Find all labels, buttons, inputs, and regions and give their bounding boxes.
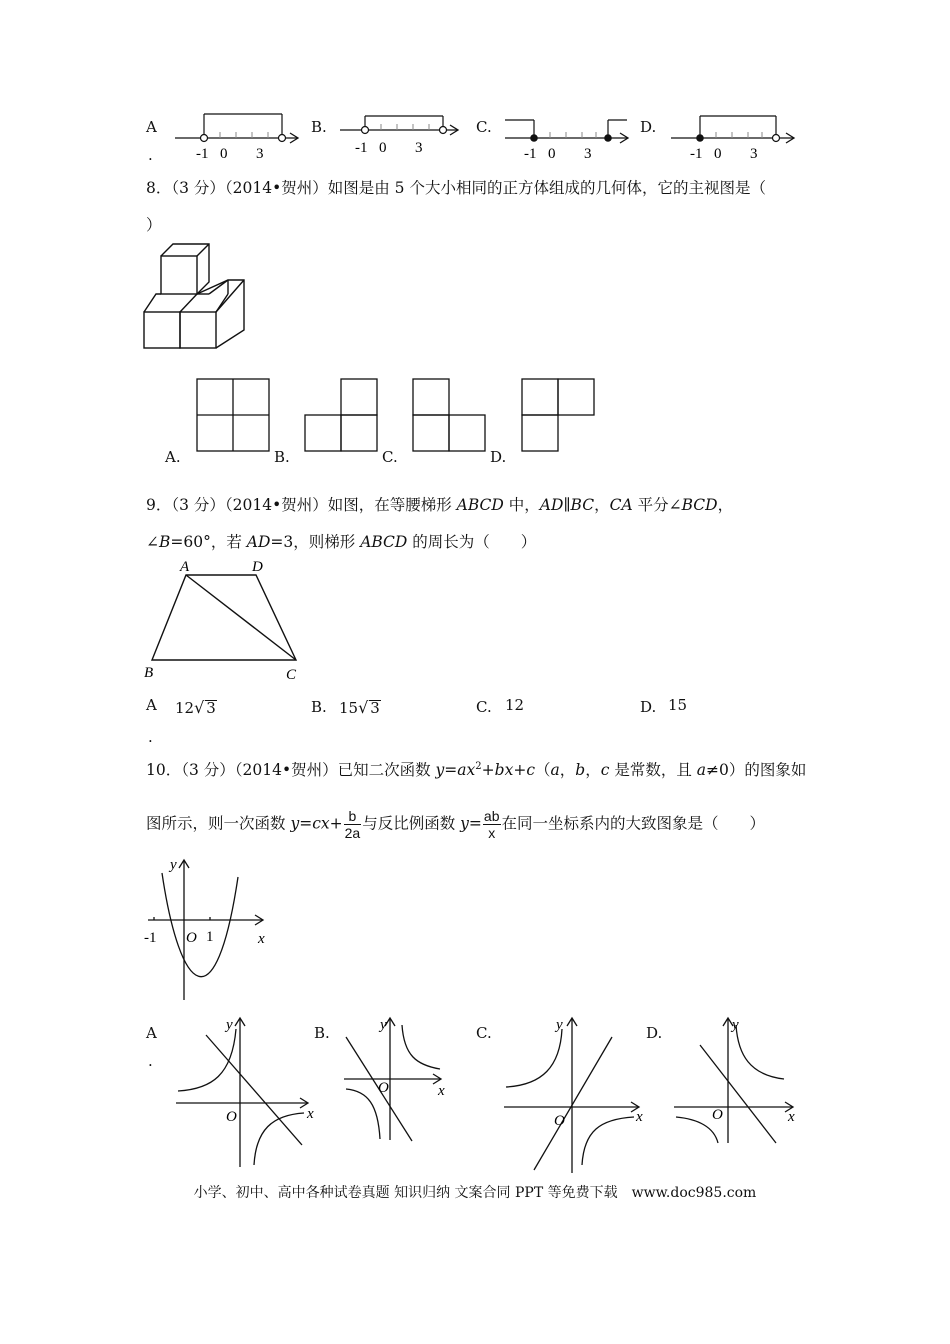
tick-label: 0: [548, 146, 556, 162]
tick-label: -1: [196, 146, 209, 162]
q8-stem-line1: 8．（3 分）（2014•贺州）如图是由 5 个大小相同的正方体组成的几何体，它的主视图是（: [146, 179, 766, 197]
vertex-label: C: [286, 667, 297, 683]
origin-label: O: [554, 1113, 565, 1129]
q9-stem-line1: 9．（3 分）（2014•贺州）如图，在等腰梯形 ABCD 中，AD∥BC，CA 平分∠BCD，: [146, 496, 734, 514]
axis-label: x: [307, 1106, 314, 1122]
axis-label: x: [788, 1109, 795, 1125]
tick-label: 1: [206, 929, 214, 945]
option-letter: C.: [476, 698, 492, 716]
axis-label: y: [732, 1017, 739, 1033]
number-line-c: [500, 108, 635, 164]
q10-stem-line1: 10．（3 分）（2014•贺州）已知二次函数 $y=ax^2+bx+c(a$，b，c 是常数，且 a≠0）的图象如: [146, 760, 807, 779]
q8-option-d-view: [521, 378, 597, 454]
vertex-label: A: [180, 559, 190, 575]
origin-label: O: [226, 1109, 237, 1125]
axis-label: y: [226, 1017, 233, 1033]
option-value: 12: [505, 696, 525, 714]
q10-parabola-graph: [140, 855, 275, 1005]
q8-option-b-view: [304, 378, 380, 454]
option-letter: D.: [640, 698, 657, 716]
page-footer: 小学、初中、高中各种试卷真题 知识归纳 文案合同 PPT 等免费下载 www.doc985.com: [193, 1185, 757, 1201]
fraction: $\frac{b}{2a}$: [344, 808, 361, 841]
option-letter: D.: [490, 448, 507, 466]
tick-label: 3: [415, 140, 423, 156]
axis-label: y: [556, 1017, 563, 1033]
fraction: $\frac{ab}{x}$: [483, 808, 500, 841]
tick-label: 3: [750, 146, 758, 162]
axis-label: x: [438, 1083, 445, 1099]
q10-option-c-graph: [500, 1015, 650, 1175]
origin-label: O: [378, 1080, 389, 1096]
q8-option-c-view: [412, 378, 488, 454]
option-letter: A: [146, 1024, 157, 1042]
axis-label: x: [636, 1109, 643, 1125]
origin-label: O: [712, 1107, 723, 1123]
number-line-b: [335, 108, 465, 164]
vertex-label: B: [144, 665, 154, 681]
q10-stem-line2: 图所示，则一次函数 y=cx+ $\frac{b}{2a}$ 与反比例函数 y= $\frac{ab}{x}$ 在同一坐标系内的大致图象是（ ）: [146, 808, 766, 841]
origin-label: O: [186, 930, 197, 946]
option-letter: C.: [476, 1024, 492, 1042]
option-letter: D.: [646, 1024, 663, 1042]
q8-cube-figure: [140, 240, 250, 350]
q9-stem-line2: ∠B=60°，若 AD=3，则梯形 ABCD 的周长为（ ）: [146, 533, 537, 551]
number-line-a: [170, 108, 305, 164]
option-dot: .: [148, 728, 153, 746]
tick-label: 0: [379, 140, 387, 156]
tick-label: 0: [714, 146, 722, 162]
axis-label: y: [380, 1017, 387, 1033]
option-letter: A: [146, 118, 157, 136]
option-letter: B.: [311, 118, 327, 136]
option-value: 15: [668, 696, 688, 714]
option-letter: A: [146, 696, 157, 714]
tick-label: -1: [524, 146, 537, 162]
option-dot: .: [148, 146, 153, 164]
tick-label: 3: [584, 146, 592, 162]
vertex-label: D: [252, 559, 263, 575]
option-letter: C.: [476, 118, 492, 136]
axis-label: x: [258, 931, 265, 947]
q9-trapezoid-figure: [140, 555, 310, 685]
option-letter: B.: [314, 1024, 330, 1042]
tick-label: -1: [355, 140, 368, 156]
number-line-d: [666, 108, 801, 164]
option-letter: A.: [165, 448, 181, 466]
tick-label: -1: [690, 146, 703, 162]
q10-option-b-graph: [340, 1015, 455, 1145]
option-value: 15√ 3: [339, 698, 380, 717]
tick-label: 3: [256, 146, 264, 162]
option-letter: B.: [274, 448, 290, 466]
option-letter: D.: [640, 118, 657, 136]
q10-option-a-graph: [172, 1015, 322, 1170]
q8-stem-line2: ）: [146, 216, 162, 234]
tick-label: 0: [220, 146, 228, 162]
axis-label: y: [170, 857, 177, 873]
option-letter: C.: [382, 448, 398, 466]
q8-option-a-view: [196, 378, 272, 454]
option-letter: B.: [311, 698, 327, 716]
option-value: 12√ 3: [175, 698, 216, 717]
q10-option-d-graph: [670, 1015, 805, 1145]
tick-label: -1: [144, 930, 157, 946]
option-dot: .: [148, 1052, 153, 1070]
